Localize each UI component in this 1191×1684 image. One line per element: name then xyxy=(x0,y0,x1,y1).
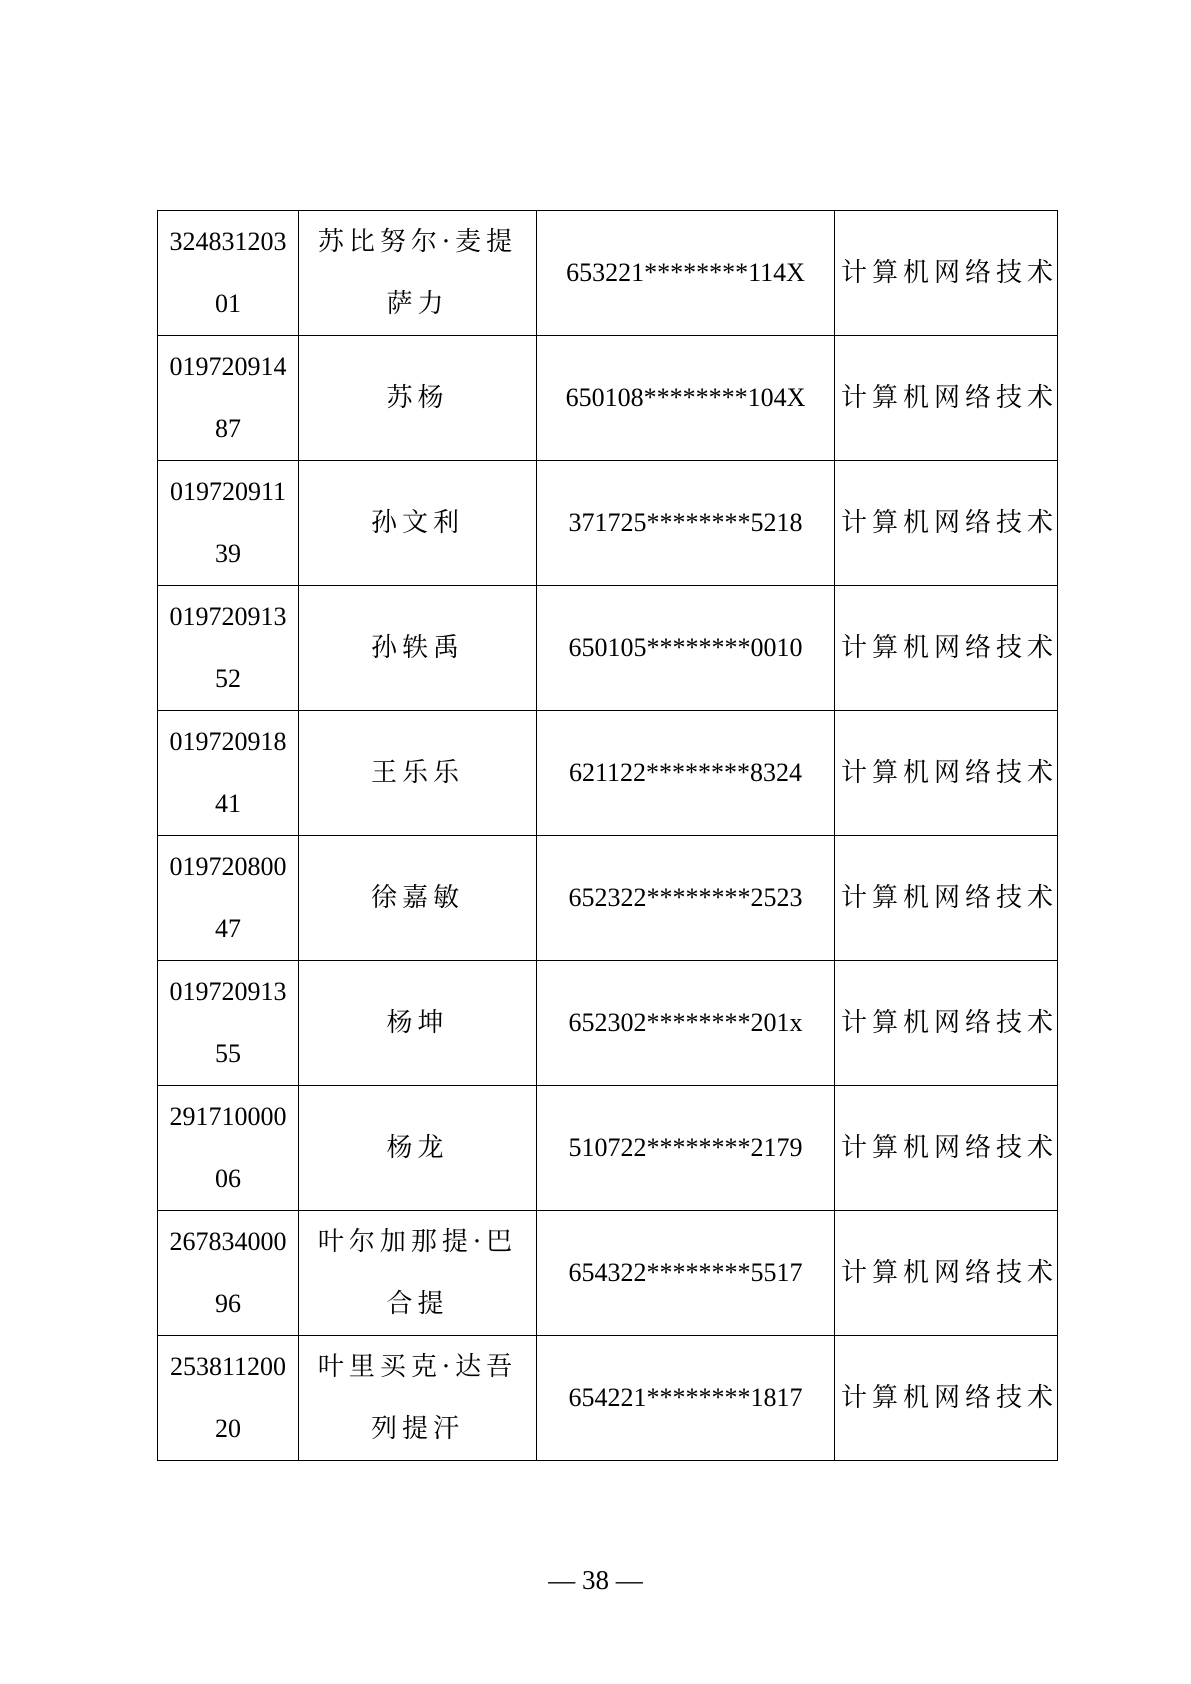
major-cell: 计算机网络技术 xyxy=(835,836,1058,961)
id-number-cell: 650105********0010 xyxy=(537,586,835,711)
ticket-number: 29171000006 xyxy=(169,1102,287,1193)
name-cell xyxy=(299,836,537,961)
ticket-number: 26783400096 xyxy=(169,1227,287,1318)
ticket-number: 01972091355 xyxy=(169,977,287,1068)
table-row xyxy=(158,211,1058,336)
id-number-cell: 652302********201x xyxy=(537,961,835,1086)
id-number-cell: 650108********104X xyxy=(537,336,835,461)
student-name: 杨坤 xyxy=(386,1008,449,1038)
student-name: 叶里买克·达吾列提汗 xyxy=(317,1352,518,1444)
student-name: 杨龙 xyxy=(386,1133,449,1163)
name-cell xyxy=(299,336,537,461)
ticket-number: 01972091841 xyxy=(169,727,287,818)
name-cell xyxy=(299,461,537,586)
id-number-cell: 621122********8324 xyxy=(537,711,835,836)
table-row xyxy=(158,711,1058,836)
name-cell xyxy=(299,1336,537,1461)
id-number-cell: 371725********5218 xyxy=(537,461,835,586)
name-cell xyxy=(299,961,537,1086)
ticket-cell xyxy=(158,336,299,461)
ticket-cell xyxy=(158,461,299,586)
roster-table xyxy=(157,210,1058,1461)
major-cell: 计算机网络技术 xyxy=(835,1336,1058,1461)
table-row xyxy=(158,961,1058,1086)
table-row xyxy=(158,586,1058,711)
student-name: 王乐乐 xyxy=(370,758,464,788)
ticket-cell xyxy=(158,961,299,1086)
student-name: 苏比努尔·麦提萨力 xyxy=(317,227,518,319)
table-row xyxy=(158,1211,1058,1336)
ticket-number: 32483120301 xyxy=(169,227,287,318)
ticket-number: 01972091139 xyxy=(169,477,287,568)
table-row xyxy=(158,1086,1058,1211)
ticket-number: 01972091352 xyxy=(169,602,287,693)
id-number-cell: 510722********2179 xyxy=(537,1086,835,1211)
ticket-cell xyxy=(158,711,299,836)
name-cell xyxy=(299,211,537,336)
name-cell xyxy=(299,1086,537,1211)
student-name: 苏杨 xyxy=(386,383,449,413)
ticket-number: 01972091487 xyxy=(169,352,287,443)
table-row xyxy=(158,461,1058,586)
table-row xyxy=(158,336,1058,461)
ticket-cell xyxy=(158,1336,299,1461)
ticket-cell xyxy=(158,1211,299,1336)
ticket-cell xyxy=(158,586,299,711)
major-cell: 计算机网络技术 xyxy=(835,336,1058,461)
student-name: 徐嘉敏 xyxy=(370,883,464,913)
id-number-cell: 653221********114X xyxy=(537,211,835,336)
major-cell: 计算机网络技术 xyxy=(835,461,1058,586)
id-number-cell: 652322********2523 xyxy=(537,836,835,961)
id-number-cell: 654322********5517 xyxy=(537,1211,835,1336)
major-cell: 计算机网络技术 xyxy=(835,586,1058,711)
table-row xyxy=(158,1336,1058,1461)
id-number-cell: 654221********1817 xyxy=(537,1336,835,1461)
major-cell: 计算机网络技术 xyxy=(835,1211,1058,1336)
student-name: 孙文利 xyxy=(370,508,464,538)
name-cell xyxy=(299,586,537,711)
ticket-cell xyxy=(158,1086,299,1211)
ticket-cell xyxy=(158,211,299,336)
major-cell: 计算机网络技术 xyxy=(835,1086,1058,1211)
major-cell: 计算机网络技术 xyxy=(835,211,1058,336)
ticket-number: 01972080047 xyxy=(169,852,287,943)
major-cell: 计算机网络技术 xyxy=(835,711,1058,836)
page-number: — 38 — xyxy=(548,1565,643,1595)
ticket-number: 25381120020 xyxy=(169,1352,287,1443)
name-cell xyxy=(299,1211,537,1336)
name-cell xyxy=(299,711,537,836)
major-cell: 计算机网络技术 xyxy=(835,961,1058,1086)
table-row xyxy=(158,836,1058,961)
student-name: 孙轶禹 xyxy=(370,633,464,663)
student-name: 叶尔加那提·巴合提 xyxy=(317,1227,518,1319)
ticket-cell xyxy=(158,836,299,961)
